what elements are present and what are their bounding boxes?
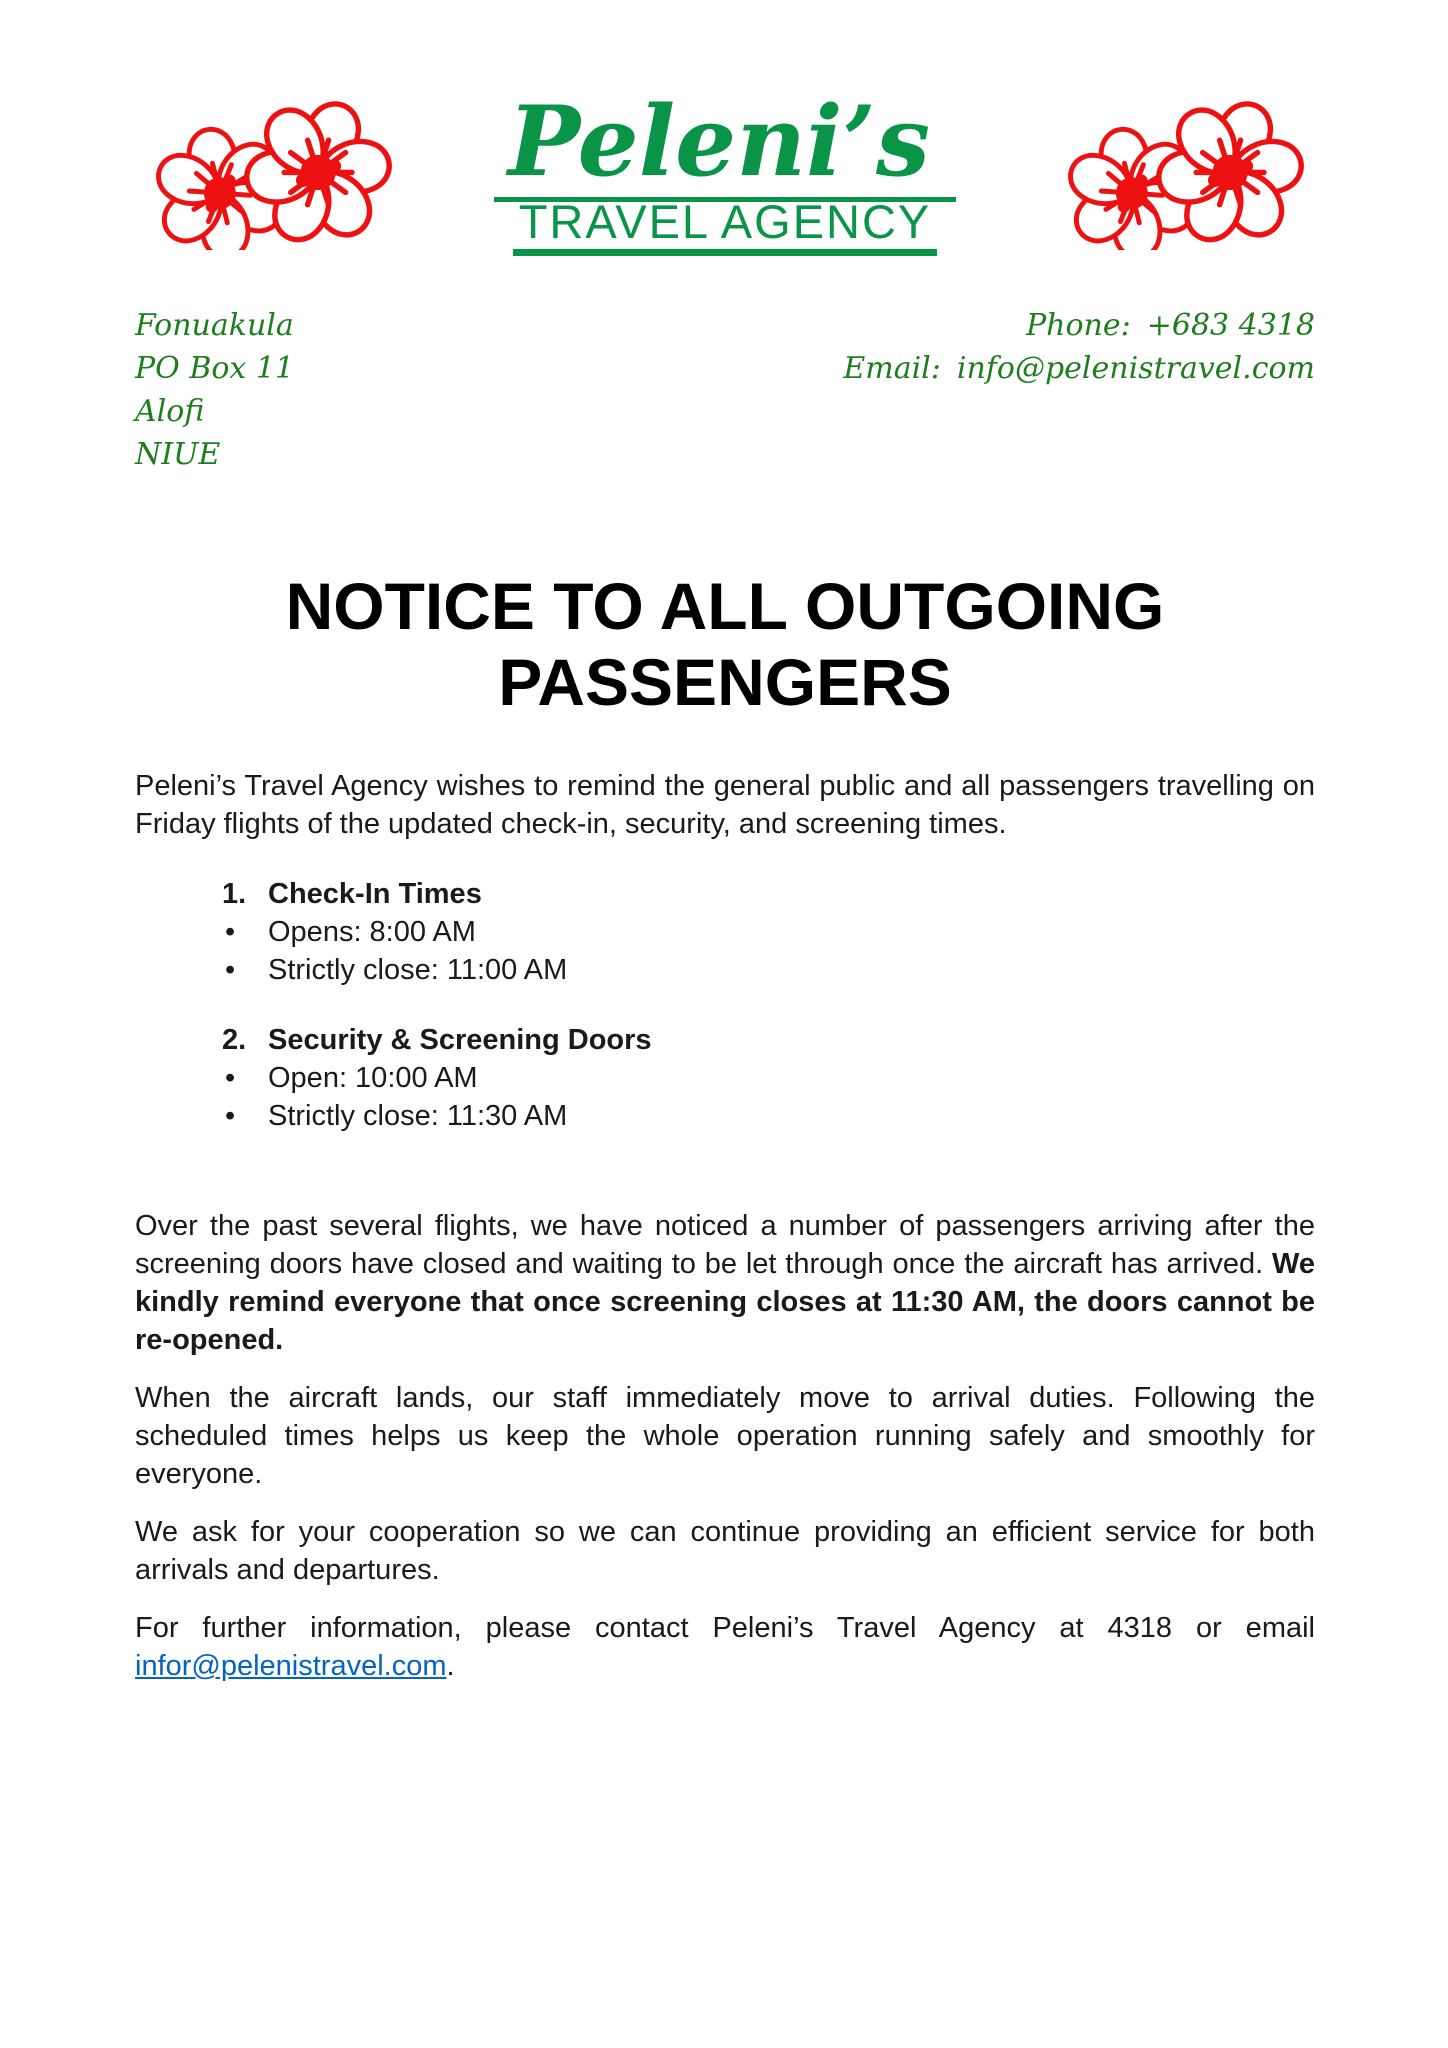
reminder-text: Over the past several flights, we have noticed a number of passengers arriving after the screening doors have closed and waiting to be let through once the aircraft has arrived. xyxy=(135,1209,1315,1280)
agency-address xyxy=(135,304,294,476)
section-heading xyxy=(222,875,1315,913)
address-line: Fonuakula xyxy=(135,307,294,343)
intro-paragraph: Peleni’s Travel Agency wishes to remind the general public and all passengers travelling on Friday flights of the updated check-in, security, and screening times. xyxy=(135,769,1315,840)
list-item xyxy=(222,1059,1315,1097)
info-row xyxy=(135,304,1315,476)
list-item xyxy=(222,1097,1315,1135)
phone-line xyxy=(843,304,1315,347)
reminder-paragraph xyxy=(135,1207,1315,1359)
section-heading xyxy=(222,1021,1315,1059)
further-info-paragraph xyxy=(135,1609,1315,1685)
section-title: Security & Screening Doors xyxy=(268,1023,652,1056)
cooperation-paragraph: We ask for your cooperation so we can continue providing an efficient service for both arrivals and departures. xyxy=(135,1515,1315,1586)
list-item-text: Opens: 8:00 AM xyxy=(268,915,476,948)
security-screening-section xyxy=(135,1021,1315,1135)
email-line xyxy=(843,347,1315,390)
address-line: NIUE xyxy=(135,436,221,472)
section-title: Check-In Times xyxy=(268,877,482,910)
section-number: 2. xyxy=(222,1023,247,1056)
address-line: Alofi xyxy=(135,393,205,429)
bullet-icon: • xyxy=(225,1099,236,1132)
email-value: info@pelenistravel.com xyxy=(956,350,1315,386)
address-line: PO Box 11 xyxy=(135,350,295,386)
staff-paragraph: When the aircraft lands, our staff immediately move to arrival duties. Following the scheduled times helps us keep the whole operation running safely and smoothly for everyone. xyxy=(135,1381,1315,1490)
list-item xyxy=(222,913,1315,951)
hibiscus-flowers-right-icon xyxy=(1047,82,1315,250)
hibiscus-flowers-left-icon xyxy=(135,82,403,250)
bullet-icon: • xyxy=(225,1061,236,1094)
bullet-icon: • xyxy=(225,953,236,986)
list-item-text: Strictly close: 11:30 AM xyxy=(268,1099,568,1132)
list-item xyxy=(222,951,1315,989)
phone-label: Phone: xyxy=(1025,307,1131,343)
list-item-text: Open: 10:00 AM xyxy=(268,1061,478,1094)
bullet-icon: • xyxy=(225,915,236,948)
email-label: Email: xyxy=(843,350,941,386)
section-number: 1. xyxy=(222,877,247,910)
further-info-period: . xyxy=(446,1649,455,1682)
reminder-bold-text: We kindly remind everyone that once screening closes at 11:30 AM, the doors cannot be re-opened. xyxy=(135,1247,1315,1356)
email-link[interactable]: infor@pelenistravel.com xyxy=(135,1649,447,1682)
agency-logo xyxy=(403,85,1047,256)
logo-subtitle: TRAVEL AGENCY xyxy=(513,198,938,256)
checkin-times-section xyxy=(135,875,1315,989)
notice-title: NOTICE TO ALL OUTGOING PASSENGERS xyxy=(285,568,1165,720)
logo-wordmark: Peleni’s xyxy=(494,92,956,202)
list-item-text: Strictly close: 11:00 AM xyxy=(268,953,568,986)
agency-contact xyxy=(843,304,1315,390)
further-info-text: For further information, please contact Peleni’s Travel Agency at 4318 or email xyxy=(135,1611,1315,1644)
phone-value: +683 4318 xyxy=(1146,307,1315,343)
letterhead xyxy=(135,82,1315,256)
